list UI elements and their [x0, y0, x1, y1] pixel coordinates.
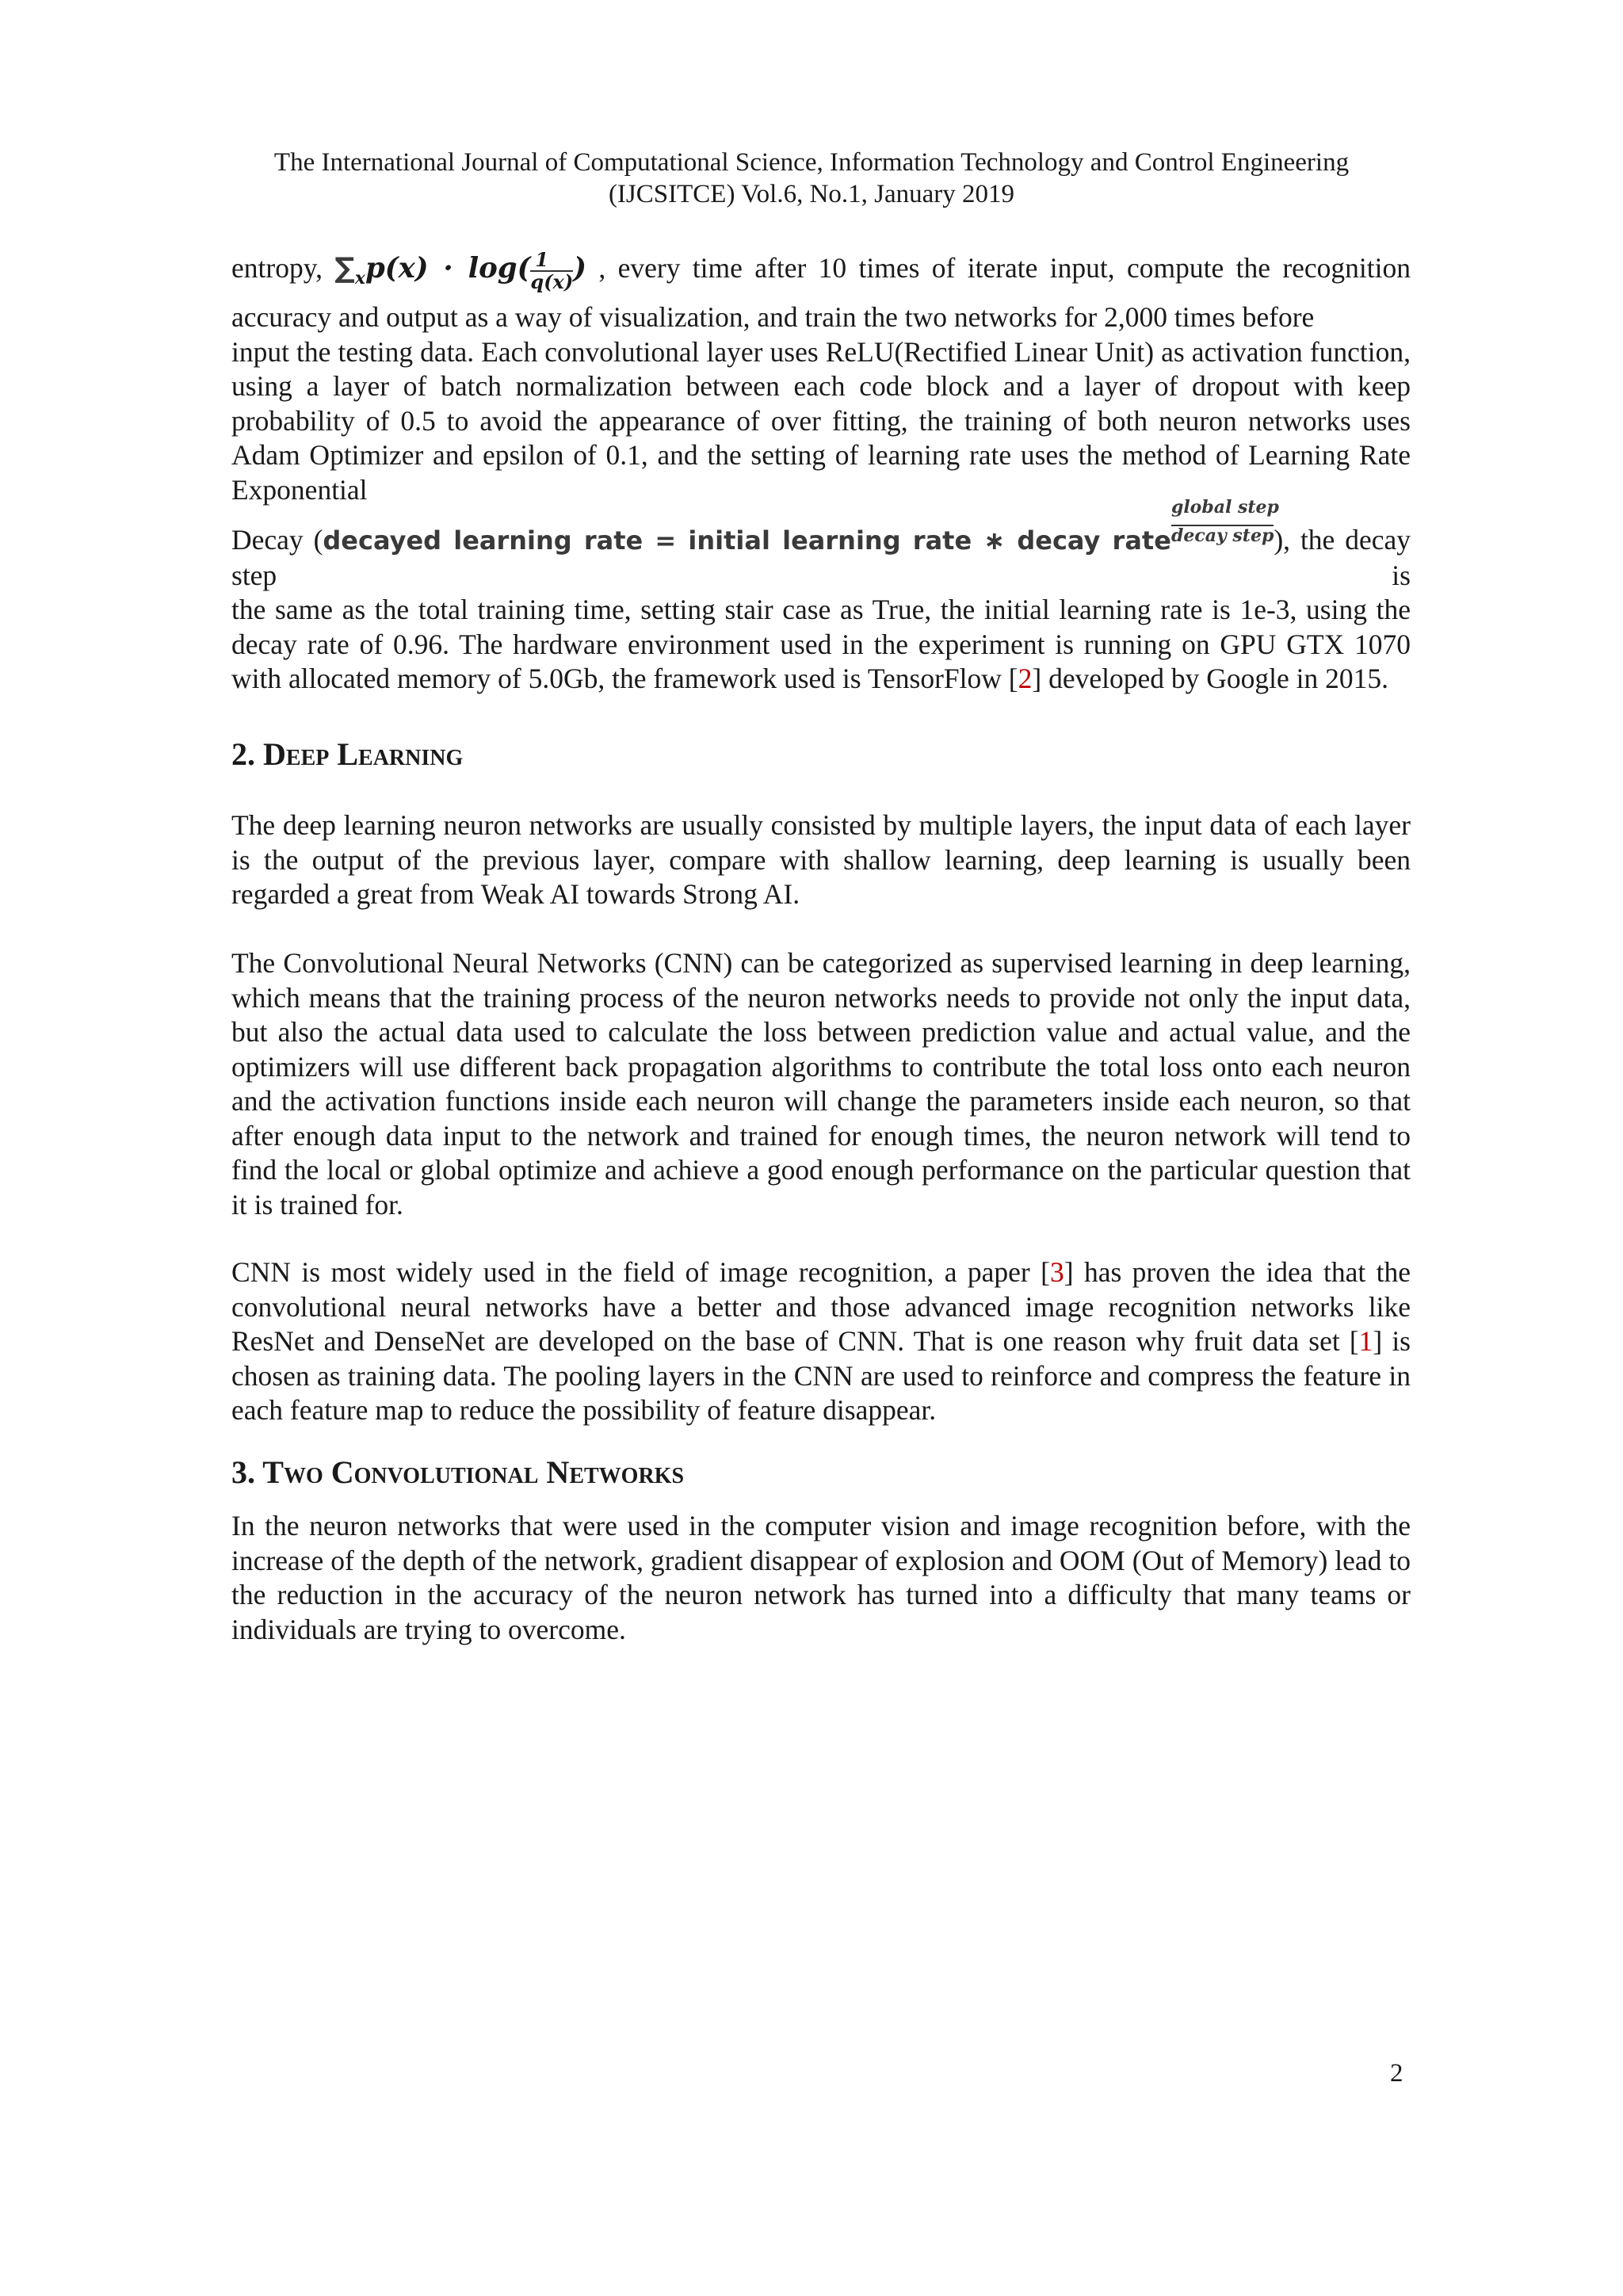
section-2-paragraph-3: CNN is most widely used in the field of image recognition, a paper [3] has proven the idea that the convolutional neural networks have a better and those advanced image recognition networks like ResNet and DenseNet are developed on the base of CNN. That is one reason why fruit data set [1] is chosen as training data. The pooling layers in the CNN are used to reinforce and compress the feature in each feature map to reduce the possibility of feature disappear.: [231, 1256, 1411, 1426]
citation-1[interactable]: 1: [1358, 1325, 1373, 1357]
journal-header: [0, 147, 1623, 210]
section-3-heading: 3. Two Convolutional Networks: [231, 1454, 685, 1490]
decay-formula: decayed learning rate = initial learning rate ∗ decay rate $\frac{\text{global step}}{\text{decay step}}$: [323, 497, 1279, 556]
intro-line1: entropy, $\sum_xp(x) \cdot \log$( $\frac{1}{q(x)}$ ) , every time after 10 times of iterate input, compute the recognition: [231, 247, 1411, 293]
journal-header-line1: The International Journal of Computational Science, Information Technology and Control Engineering: [273, 148, 1350, 177]
decay-rest: the same as the total training time, setting stair case as True, the initial learning rate is 1e-3, using the decay rate of 0.96. The hardware environment used in the experiment is running on GPU GTX 1070 with allocated memory of 5.0Gb, the framework used is TensorFlow [2] developed by Google in 2015.: [231, 594, 1411, 694]
citation-2[interactable]: 2: [1018, 663, 1033, 694]
section-2-heading: 2. Deep Learning: [231, 736, 464, 772]
intro-line2: accuracy and output as a way of visualization, and train the two networks for 2,000 times before: [231, 301, 1315, 334]
intro-paragraph: [231, 246, 1411, 507]
page-number: 2: [1390, 2059, 1403, 2088]
citation-3[interactable]: 3: [1049, 1256, 1064, 1288]
section-2-paragraph-2: The Convolutional Neural Networks (CNN) can be categorized as supervised learning in deep learning, which means that the training process of the neuron networks needs to provide not only the input data, but also the actual data used to calculate the loss between prediction value and actual value, and the optimizers will use different back propagation algorithms to contribute the total loss onto each neuron and the activation functions inside each neuron will change the parameters inside each neuron, so that after enough data input to the network and trained for enough times, the neuron network will tend to find the local or global optimize and achieve a good enough performance on the particular question that it is trained for.: [231, 947, 1411, 1221]
journal-header-line2: (IJCSITCE) Vol.6, No.1, January 2019: [608, 180, 1015, 208]
decay-line: Decay (decayed learning rate = initial learning rate ∗ decay rate $\frac{\text{global step}}{\text{decay step}}$ ), the decay step is: [231, 497, 1411, 591]
decay-paragraph: [231, 497, 1411, 697]
entropy-formula: $\sum_xp(x) \cdot \log$( $\frac{1}{q(x)}$ ): [334, 247, 587, 293]
section-3-paragraph-1: In the neuron networks that were used in the computer vision and image recognition before, with the increase of the depth of the network, gradient disappear of explosion and OOM (Out of Memory) lead to the reduction in the accuracy of the neuron network has turned into a difficulty that many teams or individuals are trying to overcome.: [231, 1510, 1411, 1645]
section-2-paragraph-1: The deep learning neuron networks are usually consisted by multiple layers, the input data of each layer is the output of the previous layer, compare with shallow learning, deep learning is usually been regarded a great from Weak AI towards Strong AI.: [231, 809, 1411, 910]
intro-rest: input the testing data. Each convolutional layer uses ReLU(Rectified Linear Unit) as activation function, using a layer of batch normalization between each code block and a layer of dropout with keep probability of 0.5 to avoid the appearance of over fitting, the training of both neuron networks uses Adam Optimizer and epsilon of 0.1, and the setting of learning rate uses the method of Learning Rate Exponential: [231, 335, 1411, 506]
